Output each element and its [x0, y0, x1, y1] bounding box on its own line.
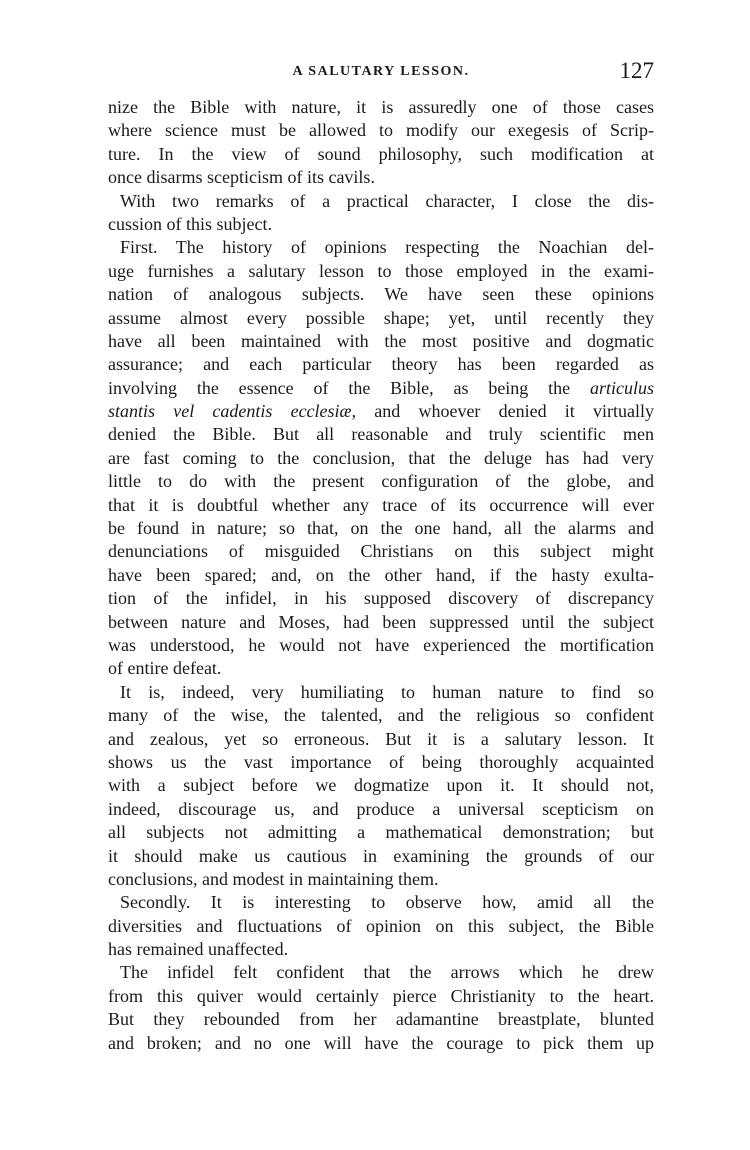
page-number: 127 — [619, 58, 654, 83]
text-line: cussion of this subject. — [108, 213, 272, 234]
text-line: shows us the vast importance of being thoroughly acquainted — [108, 751, 654, 772]
body-text — [108, 96, 654, 1055]
text-line: It is, indeed, very humiliating to human nature to find so — [120, 681, 654, 702]
text-line: be found in nature; so that, on the one hand, all the alarms and — [108, 518, 654, 539]
text-line: tion of the infidel, in his supposed discovery of discrepancy — [108, 588, 654, 609]
text-line: assume almost every possible shape; yet, until recently they — [108, 307, 654, 328]
text-line: denied the Bible. But all reasonable and truly scientific men — [108, 424, 654, 445]
text-line: ture. In the view of sound philosophy, such modification at — [108, 143, 654, 164]
text-line: diversities and fluctuations of opinion on this subject, the Bible — [108, 915, 654, 936]
text-line: denunciations of misguided Christians on this subject might — [108, 541, 654, 562]
text-line: The infidel felt confident that the arrows which he drew — [120, 962, 654, 983]
text-line: was understood, he would not have experienced the mortification — [108, 634, 654, 655]
text-line: assurance; and each particular theory has been regarded as — [108, 354, 654, 375]
text-line: many of the wise, the talented, and the religious so confident — [108, 705, 654, 726]
text-line: and zealous, yet so erroneous. But it is a salutary lesson. It — [108, 728, 654, 749]
text-line: little to do with the present configuration of the globe, and — [108, 471, 654, 492]
running-title: A SALUTARY LESSON. — [292, 64, 470, 79]
text-line: nize the Bible with nature, it is assuredly one of those cases — [108, 97, 654, 117]
text-line: with a subject before we dogmatize upon it. It should not, — [108, 775, 654, 796]
text-line: indeed, discourage us, and produce a universal scepticism on — [108, 798, 654, 819]
text-line: it should make us cautious in examining the grounds of our — [108, 845, 654, 866]
text-line: between nature and Moses, had been suppressed until the subject — [108, 611, 654, 632]
text-line: involving the essence of the Bible, as being the articulus — [108, 377, 654, 398]
text-line: and broken; and no one will have the courage to pick them up — [108, 1032, 654, 1053]
paragraph-infidel — [108, 961, 654, 1055]
text-line: once disarms scepticism of its cavils. — [108, 167, 375, 188]
text-line: have been spared; and, on the other hand, if the hasty exulta- — [108, 564, 654, 585]
text-line: With two remarks of a practical character, I close the dis- — [120, 190, 654, 211]
paragraph-humiliating — [108, 681, 654, 892]
text-line: have all been maintained with the most positive and dogmatic — [108, 330, 654, 351]
text-line: uge furnishes a salutary lesson to those employed in the exami- — [108, 260, 654, 281]
text-line: has remained unaffected. — [108, 939, 289, 960]
running-head — [108, 58, 654, 88]
text-line: But they rebounded from her adamantine breastplate, blunted — [108, 1009, 654, 1030]
text-line: of entire defeat. — [108, 658, 222, 679]
text-line: that it is doubtful whether any trace of its occurrence will ever — [108, 494, 654, 515]
text-line: nation of analogous subjects. We have seen these opinions — [108, 284, 654, 305]
paragraph-remarks — [108, 190, 654, 237]
text-line: stantis vel cadentis ecclesiæ, and whoever denied it virtually — [108, 401, 654, 422]
text-line: where science must be allowed to modify our exegesis of Scrip- — [108, 120, 654, 141]
text-line: Secondly. It is interesting to observe how, amid all the — [120, 892, 654, 913]
text-line: conclusions, and modest in maintaining them. — [108, 868, 439, 889]
paragraph-first — [108, 236, 654, 680]
text-line: all subjects not admitting a mathematical demonstration; but — [108, 822, 654, 843]
text-line: are fast coming to the conclusion, that the deluge has had very — [108, 447, 654, 468]
text-line: First. The history of opinions respecting the Noachian del- — [120, 237, 654, 258]
paragraph-continued — [108, 96, 654, 190]
text-line: from this quiver would certainly pierce Christianity to the heart. — [108, 985, 654, 1006]
paragraph-secondly — [108, 891, 654, 961]
